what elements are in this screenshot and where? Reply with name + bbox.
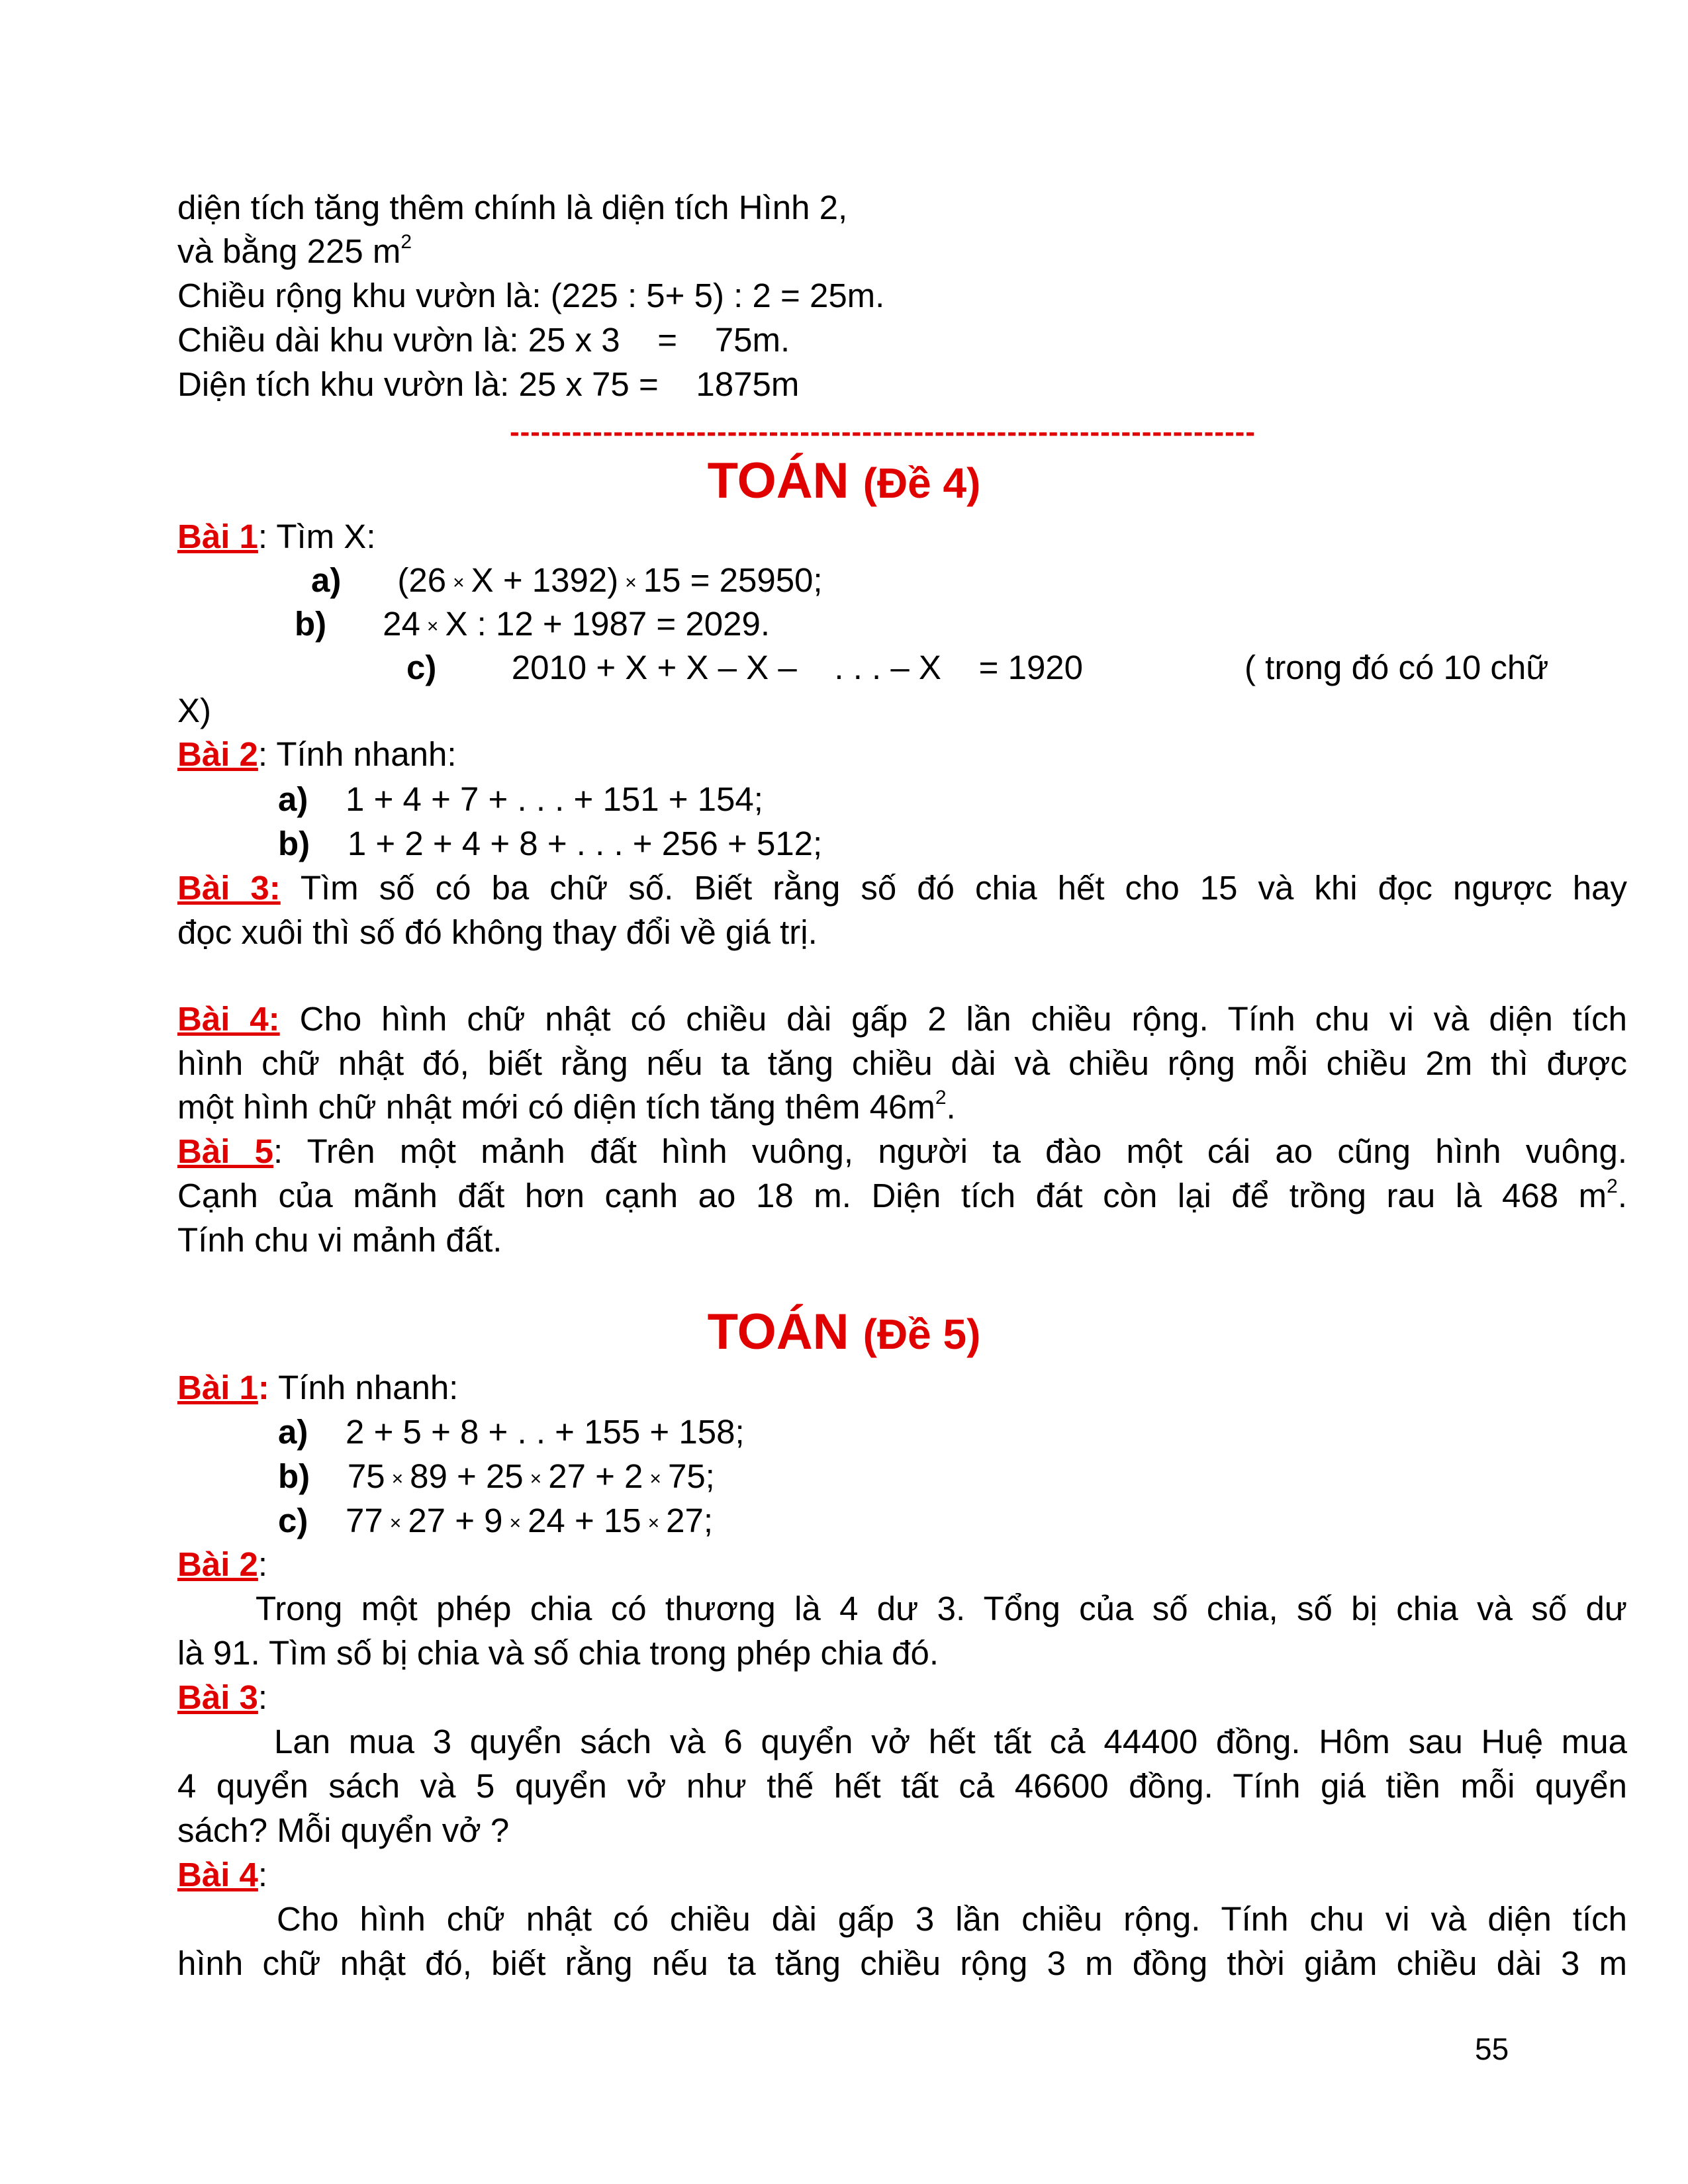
de5-bai4-line-2: hình chữ nhật đó, biết rằng nếu ta tăng chiều rộng 3 m đồng thời giảm chiều dài 3 m: [177, 1944, 1627, 1982]
expr-part: X : 12 + 1987 = 2029.: [445, 605, 771, 643]
expr-part: 24: [383, 605, 420, 643]
de4-bai4-line-2: hình chữ nhật đó, biết rằng nếu ta tăng chiều dài và chiều rộng mỗi chiều 2m thì được: [177, 1044, 1627, 1082]
exercise-label: Bài 4: [177, 1856, 258, 1893]
expr-part: 27 + 2: [548, 1457, 643, 1495]
de5-bai3-line-2: 4 quyển sách và 5 quyển vở như thế hết tất cả 46600 đồng. Tính giá tiền mỗi quyển: [177, 1767, 1627, 1805]
exercise-text: .: [1617, 1177, 1627, 1214]
de4-bai4-line-3: [177, 1087, 956, 1128]
page-number: 55: [1475, 2032, 1509, 2066]
de4-bai3-line-1: [177, 868, 1627, 909]
expr-part: (26: [397, 561, 447, 599]
section-title-de-5: [0, 1302, 1688, 1364]
times-symbol: ×: [647, 1512, 660, 1534]
solution-line-3: Chiều rộng khu vườn là: (225 : 5+ 5) : 2 = 25m.: [177, 277, 885, 314]
de4-bai1-a: [311, 560, 823, 604]
expr-part: 77: [346, 1502, 383, 1539]
de4-bai2-heading: [177, 734, 457, 775]
solution-line-5: Diện tích khu vườn là: 25 x 75 = 1875m: [177, 365, 800, 403]
de5-bai4-line-1: Cho hình chữ nhật có chiều dài gấp 3 lần chiều rộng. Tính chu vi và diện tích: [277, 1900, 1627, 1938]
de4-bai1-c: [406, 647, 1083, 688]
de4-bai5-line-1: [177, 1131, 1627, 1172]
item-label: a): [278, 1413, 308, 1451]
exercise-label: Bài 3: [177, 1678, 258, 1716]
expr-part: 1 + 2 + 4 + 8 + . . . + 256 + 512;: [347, 825, 823, 862]
item-label: b): [278, 825, 310, 862]
exercise-text: Tính nhanh:: [278, 1369, 459, 1406]
item-label: b): [278, 1457, 310, 1495]
de4-bai5-line-3: Tính chu vi mảnh đất.: [177, 1221, 502, 1259]
exercise-label: Bài 2: [177, 1545, 258, 1583]
exercise-label: Bài 3:: [177, 869, 281, 907]
expr-part: X + 1392): [471, 561, 619, 599]
title-sub: (Đề 5): [863, 1310, 981, 1358]
de4-bai1-c-note: ( trong đó có 10 chữ: [1244, 649, 1549, 686]
expr-part: 27;: [666, 1502, 714, 1539]
solution-line-1: diện tích tăng thêm chính là diện tích Hình 2,: [177, 189, 848, 226]
section-separator: ------------------------------------------------------------------------: [510, 416, 1256, 448]
expr-part: 2 + 5 + 8 + . . + 155 + 158;: [346, 1413, 745, 1451]
times-symbol: ×: [509, 1512, 522, 1534]
times-symbol: ×: [649, 1468, 661, 1490]
exercise-text: : Tìm X:: [258, 518, 376, 555]
times-symbol: ×: [625, 572, 637, 594]
exercise-label: Bài 4:: [177, 1000, 280, 1038]
item-label: a): [311, 561, 342, 599]
de4-bai4-line-1: [177, 999, 1627, 1040]
de5-bai1-heading: [177, 1367, 458, 1408]
de5-bai3-heading: [177, 1677, 267, 1718]
exercise-text: Cạnh của mãnh đất hơn cạnh ao 18 m. Diện tích đát còn lại để trồng rau là 468 m: [177, 1177, 1607, 1214]
item-label: a): [278, 780, 308, 818]
exercise-text: : Tính nhanh:: [258, 735, 457, 773]
exercise-text: : Trên một mảnh đất hình vuông, người ta đào một cái ao cũng hình vuông.: [273, 1132, 1627, 1170]
expr-part: 1 + 4 + 7 + . . . + 151 + 154;: [346, 780, 763, 818]
expr-part: 2010 + X + X – X – . . . – X = 1920: [511, 649, 1084, 686]
de4-bai1-b: [295, 604, 770, 647]
de4-bai2-a: [278, 779, 763, 820]
de4-bai5-line-2: [177, 1175, 1627, 1216]
times-symbol: ×: [453, 572, 465, 594]
de5-bai3-line-1: Lan mua 3 quyển sách và 6 quyển vở hết tất cả 44400 đồng. Hôm sau Huệ mua: [274, 1723, 1627, 1760]
times-symbol: ×: [530, 1468, 542, 1490]
expr-part: 89 + 25: [410, 1457, 524, 1495]
expr-part: 24 + 15: [528, 1502, 641, 1539]
exercise-text: :: [258, 1678, 268, 1716]
de5-bai2-line-1: Trong một phép chia có thương là 4 dư 3. Tổng của số chia, số bị chia và số dư: [256, 1590, 1627, 1627]
times-symbol: ×: [426, 615, 439, 637]
exercise-label: Bài 1: [177, 518, 258, 555]
de4-bai1-c-note-cont: X): [177, 692, 211, 729]
times-symbol: ×: [391, 1468, 404, 1490]
section-title-de-4: [0, 451, 1688, 513]
title-sub: (Đề 4): [863, 459, 981, 507]
title-main: TOÁN: [707, 1304, 849, 1360]
exercise-label: Bài 2: [177, 735, 258, 773]
de5-bai2-line-2: là 91. Tìm số bị chia và số chia trong phép chia đó.: [177, 1634, 939, 1672]
times-symbol: ×: [389, 1512, 402, 1534]
solution-line-4: Chiều dài khu vườn là: 25 x 3 = 75m.: [177, 321, 790, 359]
de4-bai3-line-2: đọc xuôi thì số đó không thay đổi về giá trị.: [177, 913, 818, 951]
de5-bai3-line-3: sách? Mỗi quyển vở ?: [177, 1811, 510, 1849]
exercise-text: Tìm số có ba chữ số. Biết rằng số đó chia hết cho 15 và khi đọc ngược hay: [300, 869, 1627, 907]
exercise-text: :: [258, 1545, 268, 1583]
solution-line-2: [177, 231, 412, 272]
de5-bai1-a: [278, 1412, 745, 1453]
solution-line-2-text: và bằng 225 m: [177, 232, 401, 270]
exercise-text: một hình chữ nhật mới có diện tích tăng thêm 46m: [177, 1088, 935, 1126]
exercise-label-colon: :: [258, 1369, 269, 1406]
exercise-text: Cho hình chữ nhật có chiều dài gấp 2 lần chiều rộng. Tính chu vi và diện tích: [299, 1000, 1627, 1038]
exercise-label: Bài 1: [177, 1369, 258, 1406]
item-label: c): [278, 1502, 308, 1539]
de5-bai2-heading: [177, 1544, 267, 1585]
item-label: c): [406, 649, 437, 686]
de5-bai1-b: [278, 1456, 715, 1500]
expr-part: 27 + 9: [408, 1502, 503, 1539]
superscript: 2: [1607, 1175, 1618, 1197]
de4-bai2-b: [278, 823, 822, 864]
exercise-text: :: [258, 1856, 268, 1893]
superscript: 2: [935, 1087, 947, 1109]
item-label: b): [295, 605, 327, 643]
de5-bai1-c: [278, 1500, 713, 1544]
exercise-label: Bài 5: [177, 1132, 274, 1170]
expr-part: 75: [347, 1457, 385, 1495]
title-main: TOÁN: [707, 453, 849, 509]
de5-bai4-heading: [177, 1854, 267, 1895]
expr-part: 15 = 25950;: [643, 561, 823, 599]
superscript: 2: [400, 231, 412, 253]
de4-bai1-heading: [177, 516, 376, 557]
exercise-text: .: [946, 1088, 956, 1126]
expr-part: 75;: [667, 1457, 715, 1495]
